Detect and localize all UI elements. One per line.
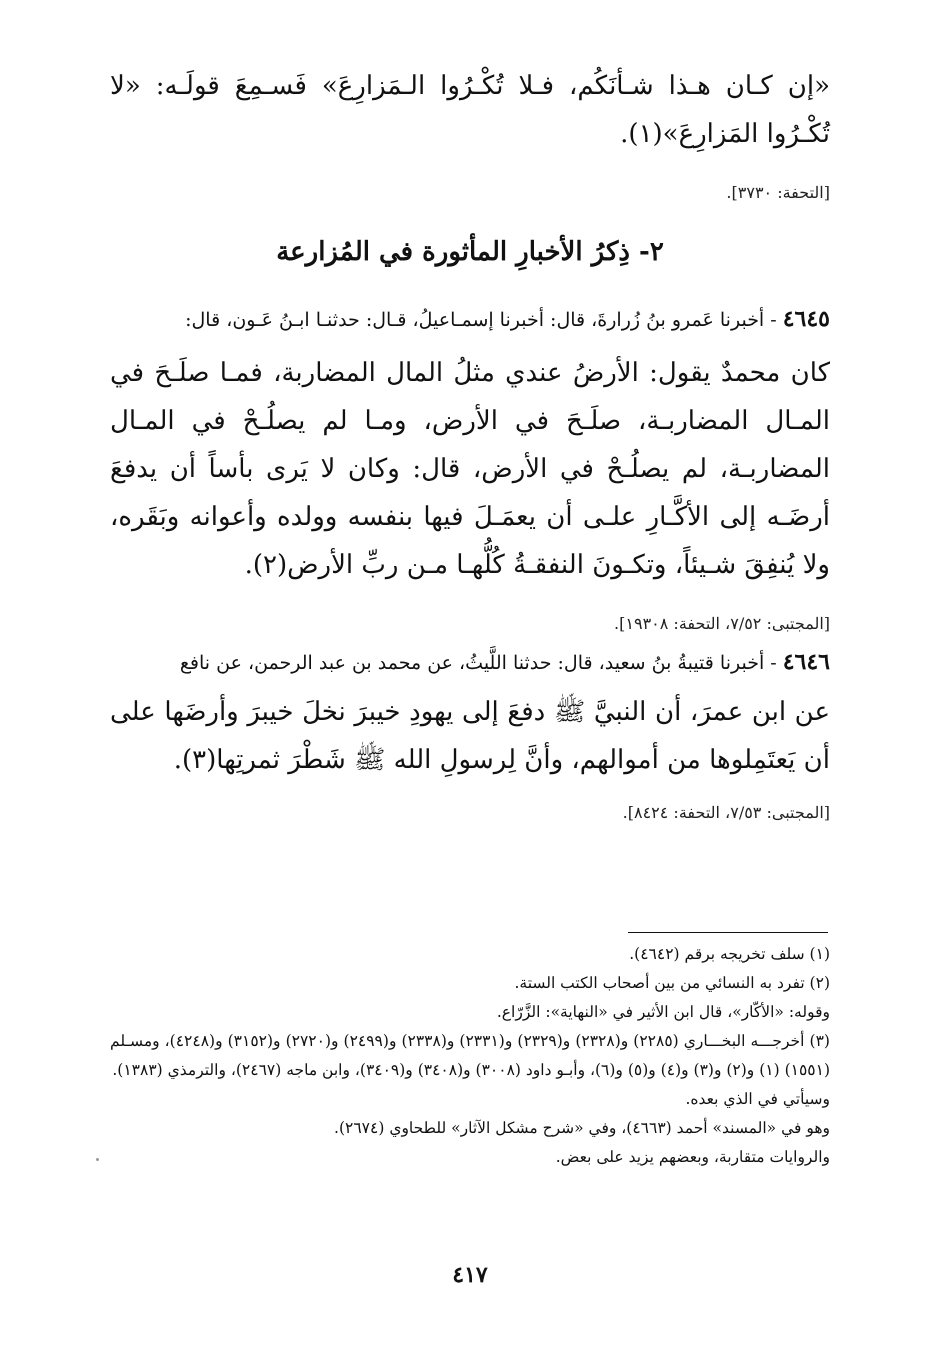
hadith-4646-matn: عن ابن عمرَ، أن النبيَّ ﷺ دفعَ إلى يهودِ خيبرَ نخلَ خيبرَ وأرضَها على أن يَعتَمِلوها من أموالهم، وأنَّ لِرسولِ الله ﷺ شَطْرَ ثمرتِها(٣). bbox=[110, 697, 830, 775]
footnote-3-remark: والروايات متقاربة، وبعضهم يزيد على بعض. bbox=[555, 1148, 830, 1166]
margin-mark bbox=[96, 1158, 99, 1161]
section-heading: ٢- ذِكرُ الأخبارِ المأثورة في المُزارعة bbox=[276, 237, 664, 267]
hadith-number: ٤٦٤٦ bbox=[782, 649, 830, 675]
hadith-4646-reference: [المجتبى: ٧/٥٣، التحفة: ٨٤٢٤]. bbox=[622, 803, 830, 822]
footnote-1: (١) سلف تخريجه برقم (٤٦٤٢). bbox=[629, 945, 830, 963]
reference-tuhfa-3730: [التحفة: ٣٧٣٠]. bbox=[726, 183, 830, 202]
hadith-4646-sanad bbox=[110, 645, 830, 680]
footnote-3-note: وسيأتي في الذي بعده. bbox=[685, 1090, 830, 1108]
footnote-3-source: وهو في «المسند» أحمد (٤٦٦٣)، وفي «شرح مشكل الآثار» للطحاوي (٢٦٧٤). bbox=[334, 1119, 830, 1137]
hadith-chain: - أخبرنا قتيبةُ بنُ سعيد، قال: حدثنا اللَّيثُ، عن محمد بن عبد الرحمن، عن نافع bbox=[179, 652, 777, 674]
hadith-number: ٤٦٤٥ bbox=[782, 306, 830, 332]
hadith-4645-reference: [المجتبى: ٧/٥٢، التحفة: ١٩٣٠٨]. bbox=[614, 614, 830, 633]
hadith-4645-sanad bbox=[110, 302, 830, 337]
footnote-2-note: وقوله: «الأكّار»، قال ابن الأثير في «النهاية»: الزَّرّاع. bbox=[496, 1003, 830, 1021]
page-body bbox=[110, 62, 830, 826]
footnote-separator bbox=[628, 932, 828, 933]
hadith-chain: - أخبرنا عَمرو بنُ زُرارةَ، قال: أخبرنا إسمـاعيلُ، قـال: حدثنـا ابـنُ عَـون، قال: bbox=[185, 309, 777, 331]
top-paragraph: «إن كـان هـذا شـأنَكُم، فـلا تُكْـرُوا الـمَزارِعَ» فَسـمِعَ قولَـه: «لا تُكْـرُوا المَزارِعَ»(١). bbox=[110, 71, 830, 149]
page-number: ٤١٧ bbox=[452, 1262, 488, 1288]
footnote-3: (٣) أخرجـــه البخـــاري (٢٢٨٥) و(٢٣٢٨) و(٢٣٢٩) و(٢٣٣١) و(٢٣٣٨) و(٢٤٩٩) و(٢٧٢٠) و(٣١٥٢) و(٤٢٤٨)، ومسـلم (١٥٥١) (١) و(٢) و(٣) و(٤) و(٥) و(٦)، وأبـو داود (٣٠٠٨) و(٣٤٠٨) و(٣٤٠٩)، وابن ماجه (٢٤٦٧)، والترمذي (١٣٨٣). bbox=[110, 1032, 830, 1079]
footnote-2: (٢) تفرد به النسائي من بين أصحاب الكتب الستة. bbox=[514, 974, 830, 992]
hadith-4645-matn: كان محمدٌ يقول: الأرضُ عندي مثلُ المال المضاربة، فمـا صلَـحَ في المـال المضاربـة، صلَـحَ في الأرض، ومـا لم يصلُـحْ في المـال المضاربـة، لم يصلُـحْ في الأرض، قال: وكان لا يَرى بأساً أن يدفعَ أرضَـه إلى الأكَّـارِ علـى أن يعمَـلَ فيها بنفسه وولده وأعوانه وبَقَره، ولا يُنفِقَ شـيئاً، وتكـونَ النفقـةُ كُلُّهـا مـن ربِّ الأرض(٢). bbox=[110, 358, 830, 580]
footnotes bbox=[110, 940, 830, 1172]
